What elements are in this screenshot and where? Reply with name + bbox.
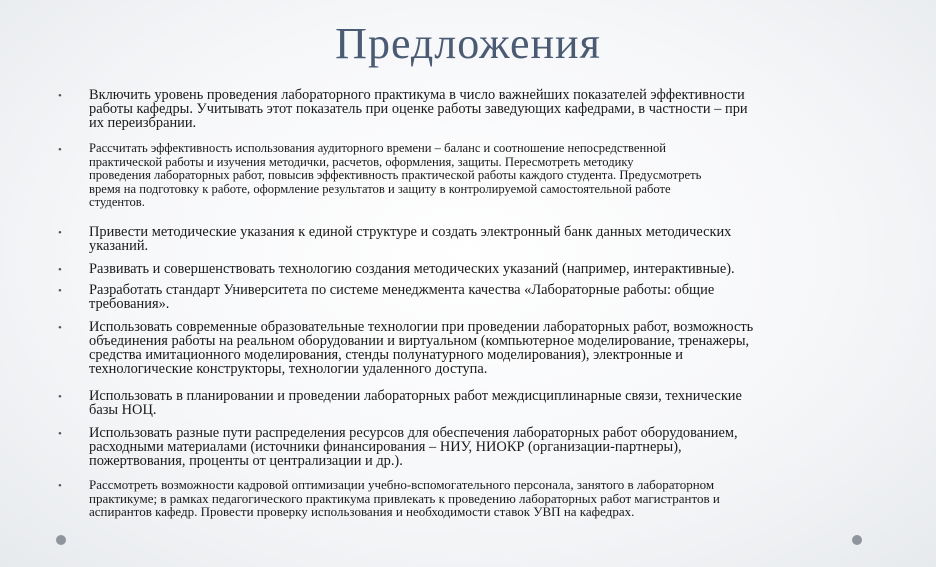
list-item-text: Привести методические указания к единой структуре и создать электронный банк данных методических указаний. [89,224,732,254]
list-item-text: Использовать современные образовательные технологии при проведении лабораторных работ, возможность объединения работы на реальном оборудовании и виртуальном (компьютерное моделирование, тренажеры, средства имитационного моделирования, стенды полунатурного моделирования), электронные и технологические конструкторы, технологии удаленного доступа. [89,319,754,377]
bullet-marker: • [58,90,62,102]
bullet-marker: • [58,285,62,297]
bullet-marker: • [58,480,62,492]
slide-title: Предложения [335,19,601,68]
bullet-marker: • [58,391,62,403]
list-item-text: Использовать разные пути распределения ресурсов для обеспечения лабораторных работ оборудованием, расходными материалами (источники финансирования – НИУ, НИОКР (организации-партнеры), пожертвования, проценты от централизации и др.). [89,425,738,469]
decorative-dot-right [852,535,862,545]
bullet-marker: • [58,144,62,156]
list-item-text: Развивать и совершенствовать технологию создания методических указаний (например, интерактивные). [89,261,735,277]
list-item-text: Рассчитать эффективность использования аудиторного времени – баланс и соотношение непосредственной практической работы и изучения методички, расчетов, оформления, защиты. Пересмотреть методику проведения лабораторных работ, повысив эффективность практической работы каждого студента. Предусмотреть время на подготовку к работе, оформление результатов и защиту в контролируемой самостоятельной работе студентов. [89,141,702,209]
list-item-text: Включить уровень проведения лабораторного практикума в число важнейших показателей эффективности работы кафедры. Учитывать этот показатель при оценке работы заведующих кафедрами, в частности – при их переизбрании. [89,87,748,131]
bullet-marker: • [58,322,62,334]
list-item-text: Использовать в планировании и проведении лабораторных работ междисциплинарные связи, технические базы НОЦ. [89,388,742,418]
bullet-marker: • [58,227,62,239]
list-item-text: Рассмотреть возможности кадровой оптимизации учебно-вспомогательного персонала, занятого в лабораторном практикуме; в рамках педагогического практикума привлекать к проведению лабораторных работ магистрантов и аспирантов кафедр. Провести проверку использования и необходимости ставок УВП на кафедрах. [89,477,720,519]
list-item-text: Разработать стандарт Университета по системе менеджмента качества «Лабораторные работы: общие требования». [89,282,715,312]
decorative-dot-left [56,535,66,545]
bullet-marker: • [58,428,62,440]
bullet-marker: • [58,264,62,276]
